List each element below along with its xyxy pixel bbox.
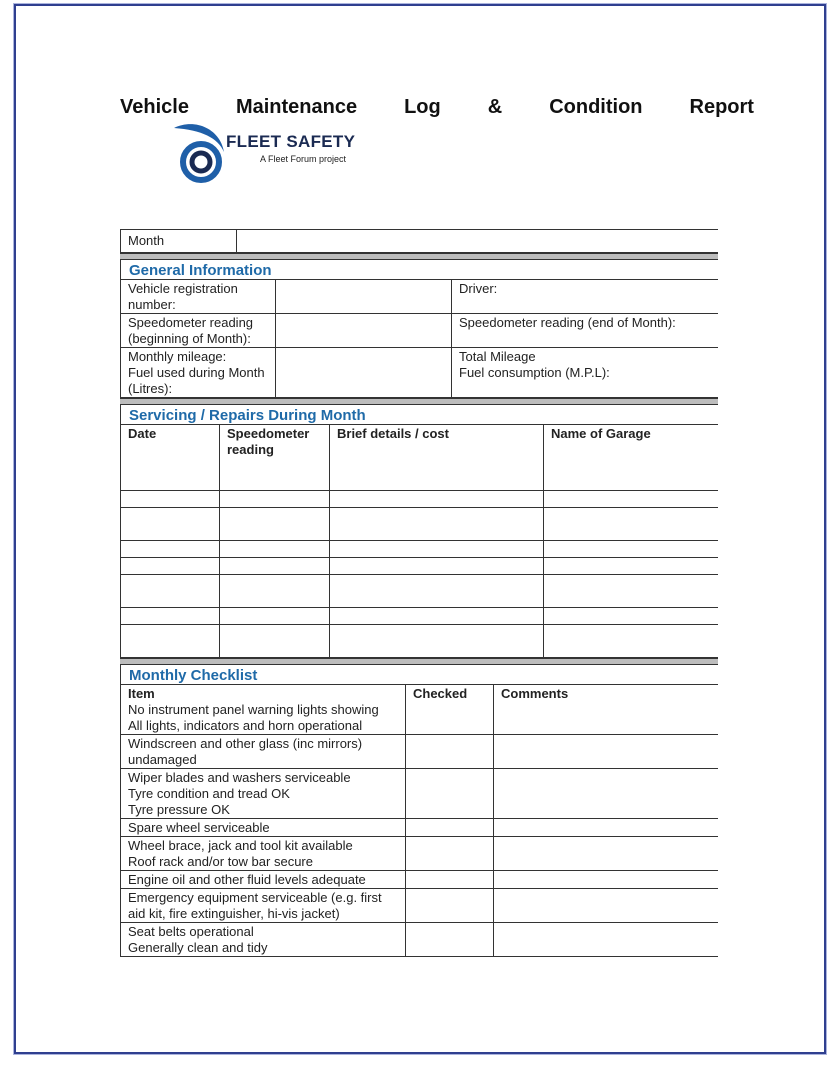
comments-cell[interactable] xyxy=(494,819,719,837)
comments-cell[interactable] xyxy=(494,923,719,957)
table-cell[interactable] xyxy=(121,541,220,558)
table-row xyxy=(121,819,719,837)
checklist-item: Engine oil and other fluid levels adequate xyxy=(128,872,366,887)
checklist-item-cell xyxy=(121,871,406,889)
date-column-header: Date xyxy=(121,425,220,491)
mileage-fuel-label xyxy=(121,348,276,398)
checklist-item-cell xyxy=(121,685,406,735)
checklist-item-cell xyxy=(121,923,406,957)
checklist-item-cell xyxy=(121,769,406,819)
table-cell[interactable] xyxy=(121,608,220,625)
table-row xyxy=(121,837,719,871)
comments-cell[interactable] xyxy=(494,769,719,819)
checklist-item: Tyre condition and tread OK xyxy=(128,786,290,801)
checked-cell[interactable] xyxy=(406,837,494,871)
checked-cell[interactable] xyxy=(406,819,494,837)
checklist-item: Emergency equipment serviceable (e.g. first aid kit, fire extinguisher, hi-vis jacket) xyxy=(128,890,382,921)
table-cell[interactable] xyxy=(220,491,330,508)
speedometer-column-header: Speedometer reading xyxy=(220,425,330,491)
checked-column-header: Checked xyxy=(413,686,468,701)
checklist-item: Spare wheel serviceable xyxy=(128,820,270,835)
mileage-fuel-input[interactable] xyxy=(276,348,452,398)
speedometer-begin-input[interactable] xyxy=(276,314,452,348)
table-cell[interactable] xyxy=(544,625,719,658)
table-cell[interactable] xyxy=(330,558,544,575)
table-row xyxy=(121,685,719,735)
document-title xyxy=(120,96,754,119)
checklist-item-cell xyxy=(121,819,406,837)
servicing-heading: Servicing / Repairs During Month xyxy=(120,405,718,424)
checklist-item: Tyre pressure OK xyxy=(128,802,230,817)
table-row xyxy=(121,889,719,923)
maintenance-form xyxy=(120,229,718,957)
comments-cell[interactable] xyxy=(494,837,719,871)
table-cell[interactable] xyxy=(220,625,330,658)
table-row xyxy=(121,575,719,608)
checked-cell[interactable] xyxy=(406,685,494,735)
section-separator xyxy=(120,398,718,405)
checklist-item: Roof rack and/or tow bar secure xyxy=(128,854,313,869)
table-cell[interactable] xyxy=(330,625,544,658)
checklist-item: Windscreen and other glass (inc mirrors) undamaged xyxy=(128,736,363,767)
table-cell[interactable] xyxy=(330,541,544,558)
table-row xyxy=(121,871,719,889)
checked-cell[interactable] xyxy=(406,871,494,889)
comments-column-header: Comments xyxy=(501,686,569,701)
speedometer-end-label: Speedometer reading (end of Month): xyxy=(452,314,719,348)
table-cell[interactable] xyxy=(121,625,220,658)
table-cell[interactable] xyxy=(544,608,719,625)
checklist-item: No instrument panel warning lights showing xyxy=(128,702,379,717)
garage-column-header: Name of Garage xyxy=(544,425,719,491)
table-cell[interactable] xyxy=(121,491,220,508)
table-cell[interactable] xyxy=(544,558,719,575)
table-cell[interactable] xyxy=(121,508,220,541)
month-input[interactable] xyxy=(237,230,719,253)
month-label: Month xyxy=(121,230,237,253)
checked-cell[interactable] xyxy=(406,769,494,819)
title-word: Report xyxy=(689,96,754,118)
fleet-safety-logo xyxy=(172,118,372,190)
table-row xyxy=(121,923,719,957)
checklist-item: All lights, indicators and horn operational xyxy=(128,718,363,733)
table-row xyxy=(121,625,719,658)
vehicle-registration-label: Vehicle registration number: xyxy=(121,280,276,314)
fuel-consumption-label: Fuel consumption (M.P.L): xyxy=(459,365,610,380)
comments-cell[interactable] xyxy=(494,871,719,889)
table-cell[interactable] xyxy=(544,491,719,508)
title-word: Condition xyxy=(549,96,643,118)
checklist-item-cell xyxy=(121,889,406,923)
general-information-table xyxy=(120,279,718,398)
table-cell[interactable] xyxy=(220,541,330,558)
table-cell[interactable] xyxy=(220,508,330,541)
comments-cell[interactable] xyxy=(494,889,719,923)
fuel-used-label: Fuel used during Month (Litres): xyxy=(128,365,265,396)
checklist-item: Wiper blades and washers serviceable xyxy=(128,770,351,785)
logo-name: FLEET SAFETY xyxy=(226,132,356,151)
total-mileage-label: Total Mileage xyxy=(459,349,536,364)
checklist-item: Seat belts operational xyxy=(128,924,254,939)
item-column-header: Item xyxy=(128,686,155,701)
comments-cell[interactable] xyxy=(494,685,719,735)
checklist-item: Generally clean and tidy xyxy=(128,940,268,955)
logo-tagline: A Fleet Forum project xyxy=(260,154,347,164)
table-row xyxy=(121,735,719,769)
table-cell[interactable] xyxy=(220,575,330,608)
vehicle-registration-input[interactable] xyxy=(276,280,452,314)
speedometer-begin-label: Speedometer reading (beginning of Month): xyxy=(121,314,276,348)
month-table xyxy=(120,229,718,253)
title-word: Vehicle xyxy=(120,96,189,118)
table-cell[interactable] xyxy=(330,508,544,541)
details-column-header: Brief details / cost xyxy=(330,425,544,491)
checked-cell[interactable] xyxy=(406,923,494,957)
table-row xyxy=(121,541,719,558)
table-row xyxy=(121,508,719,541)
monthly-mileage-label: Monthly mileage: xyxy=(128,349,227,364)
table-cell[interactable] xyxy=(121,558,220,575)
total-mileage-cell xyxy=(452,348,719,398)
table-cell[interactable] xyxy=(220,558,330,575)
driver-label: Driver: xyxy=(452,280,719,314)
servicing-table xyxy=(120,424,718,658)
general-information-heading: General Information xyxy=(120,260,718,279)
table-cell[interactable] xyxy=(121,575,220,608)
checked-cell[interactable] xyxy=(406,735,494,769)
checklist-table xyxy=(120,684,718,957)
section-separator xyxy=(120,658,718,665)
monthly-checklist-heading: Monthly Checklist xyxy=(120,665,718,684)
table-row xyxy=(121,491,719,508)
fleet-safety-logo-icon xyxy=(172,118,232,190)
title-word: & xyxy=(487,96,503,118)
table-cell[interactable] xyxy=(220,608,330,625)
table-cell[interactable] xyxy=(544,508,719,541)
table-row xyxy=(121,558,719,575)
table-row xyxy=(121,769,719,819)
checked-cell[interactable] xyxy=(406,889,494,923)
checklist-item-cell xyxy=(121,735,406,769)
table-cell[interactable] xyxy=(544,575,719,608)
table-row xyxy=(121,608,719,625)
section-separator xyxy=(120,253,718,260)
table-cell[interactable] xyxy=(330,575,544,608)
table-cell[interactable] xyxy=(330,491,544,508)
checklist-item: Wheel brace, jack and tool kit available xyxy=(128,838,353,853)
comments-cell[interactable] xyxy=(494,735,719,769)
title-word: Log xyxy=(404,96,441,118)
table-cell[interactable] xyxy=(330,608,544,625)
table-cell[interactable] xyxy=(544,541,719,558)
checklist-item-cell xyxy=(121,837,406,871)
title-word: Maintenance xyxy=(235,96,358,118)
